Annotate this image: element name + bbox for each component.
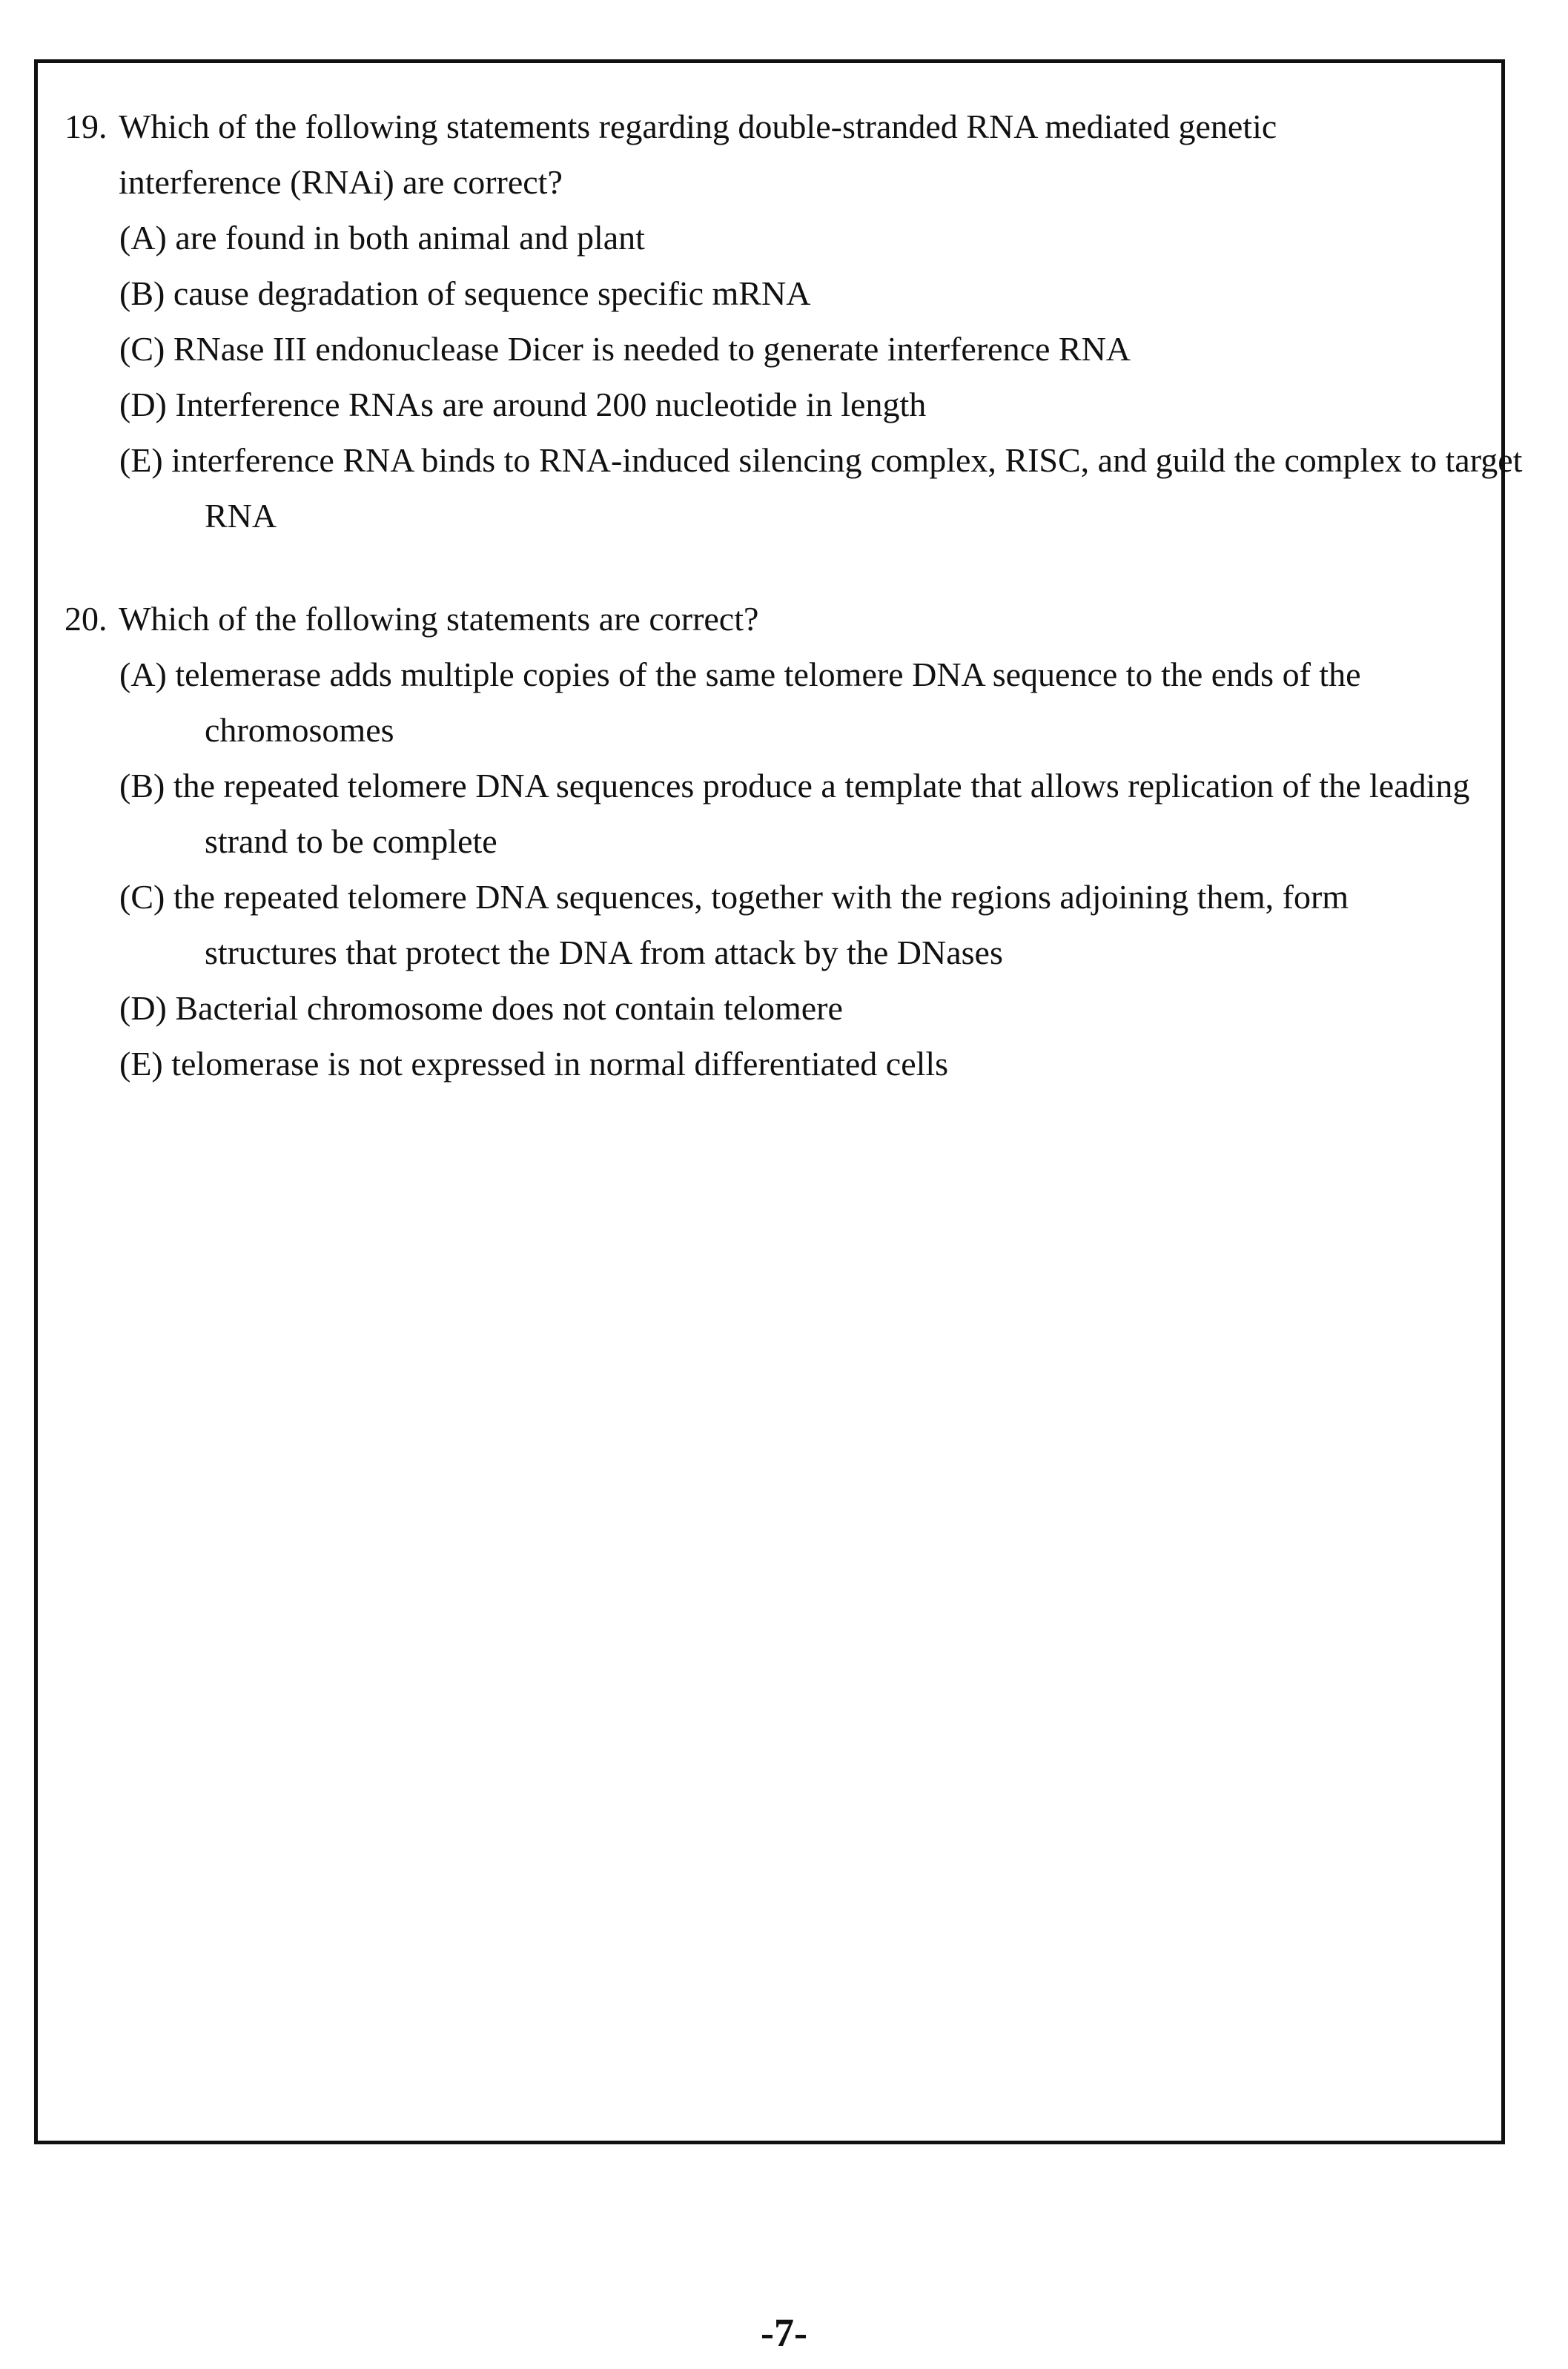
question-stem-line2: interference (RNAi) are correct?	[119, 163, 563, 201]
option-a: (A) telemerase adds multiple copies of the same telomere DNA sequence to the ends of the chromosomes	[119, 655, 1361, 749]
question-stem	[64, 591, 1488, 647]
option-b: (B) the repeated telomere DNA sequences produce a template that allows replication of the leading strand to be complete	[119, 767, 1470, 860]
option-c: (C) the repeated telomere DNA sequences, together with the regions adjoining them, form structures that protect the DNA from attack by the DNases	[119, 878, 1349, 971]
option-d: (D) Interference RNAs are around 200 nucleotide in length	[119, 386, 927, 423]
option-d: (D) Bacterial chromosome does not contain telomere	[119, 989, 843, 1027]
question-stem-line1: Which of the following statements regarding double-stranded RNA mediated genetic	[119, 108, 1277, 145]
question-20	[64, 591, 1488, 1091]
page-number: -7-	[761, 2310, 807, 2355]
question-number: 20.	[64, 600, 107, 638]
option-b: (B) cause degradation of sequence specific mRNA	[119, 274, 811, 312]
question-frame	[34, 59, 1523, 2144]
question-stem-line1: Which of the following statements are correct?	[119, 600, 759, 638]
question-19	[64, 99, 1523, 543]
question-stem	[64, 99, 1488, 154]
question-stem-continued	[64, 154, 1488, 210]
option-a: (A) are found in both animal and plant	[119, 219, 645, 257]
option-c: (C) RNase III endonuclease Dicer is needed to generate interference RNA	[119, 330, 1131, 368]
option-e: (E) telomerase is not expressed in normal differentiated cells	[119, 1045, 949, 1083]
option-e: (E) interference RNA binds to RNA-induced silencing complex, RISC, and guild the complex to target RNA	[119, 441, 1523, 535]
question-number: 19.	[64, 108, 107, 145]
